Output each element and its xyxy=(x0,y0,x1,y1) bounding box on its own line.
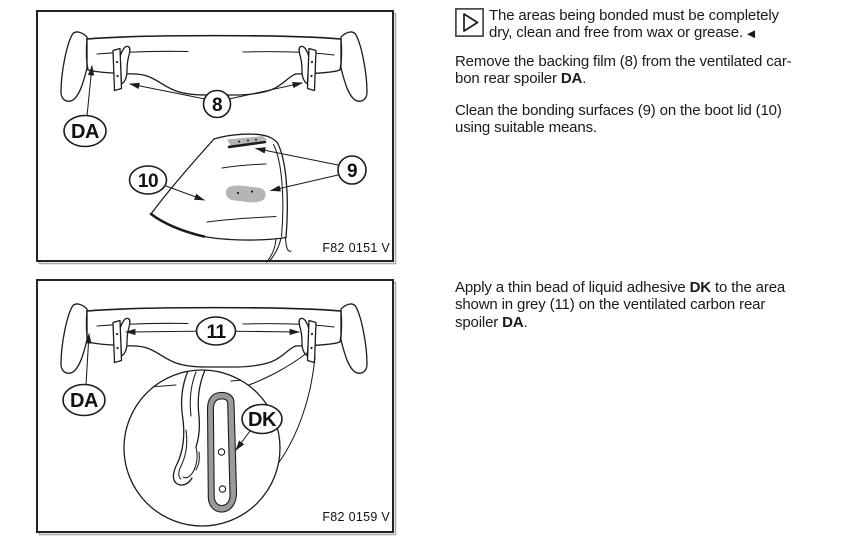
text-line: shown in grey (11) on the ventilated carbon rear xyxy=(455,296,766,314)
note-triangle-icon xyxy=(455,8,484,37)
step-paragraph-2 xyxy=(455,102,782,137)
label-liquid-adhesive-dk: DK xyxy=(248,409,276,431)
label-spoiler-da2: DA xyxy=(70,390,98,412)
text-line: spoiler DA. xyxy=(455,313,528,331)
label-adhesive-area: 11 xyxy=(206,322,226,343)
label-bonding-surfaces: 9 xyxy=(346,161,358,182)
figure-2-reference: F82 0159 V xyxy=(322,510,390,524)
text-line: using suitable means. xyxy=(455,119,597,137)
text-line: bon rear spoiler DA. xyxy=(455,70,587,88)
note-paragraph xyxy=(455,7,779,42)
bonding-surface-mid xyxy=(226,186,266,203)
instruction-column xyxy=(455,0,850,547)
text-line: The areas being bonded must be completely xyxy=(489,7,779,24)
label-boot-lid: 10 xyxy=(137,171,159,192)
note-text xyxy=(489,7,779,42)
text-line: Apply a thin bead of liquid adhesive DK to the area xyxy=(455,279,786,296)
figure-1-reference: F82 0151 V xyxy=(322,241,390,255)
text-line: Remove the backing film (8) from the ventilated car- xyxy=(455,53,792,70)
step-paragraph-1 xyxy=(455,53,792,88)
label-spoiler-da: DA xyxy=(71,121,99,143)
step-paragraph-3 xyxy=(455,279,785,331)
text-line: Clean the bonding surfaces (9) on the boot lid (10) xyxy=(455,102,782,119)
magnifier-circle xyxy=(124,370,280,526)
label-backing-film: 8 xyxy=(211,95,223,116)
text-line: dry, clean and free from wax or grease. ◀ xyxy=(489,24,756,42)
